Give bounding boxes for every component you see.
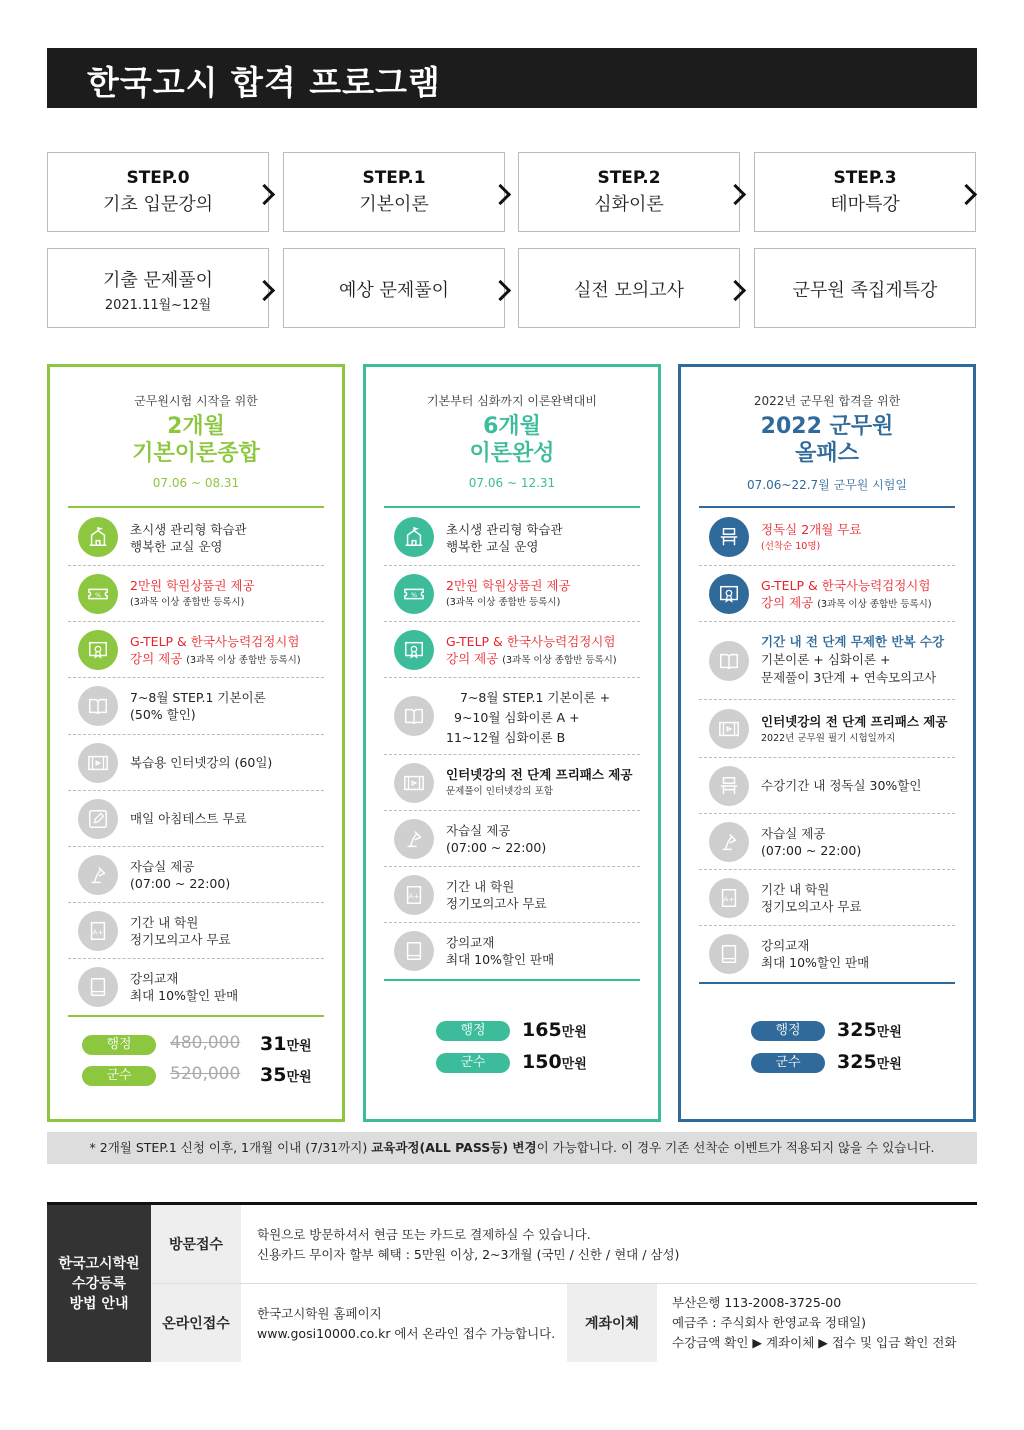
price-tag: 행정 (82, 1035, 156, 1055)
title-bar (47, 48, 977, 108)
benefit-text: 강의 제공 (446, 651, 499, 666)
benefit-item (699, 622, 955, 700)
benefit-text: (07:00 ~ 22:00) (130, 876, 231, 891)
step-special (754, 248, 976, 328)
benefit-text: 기간 내 학원 (130, 915, 199, 930)
benefit-text: 2만원 학원상품권 제공 (446, 578, 571, 593)
book-icon (394, 696, 434, 736)
registration-label (47, 1205, 151, 1362)
benefit-item (384, 509, 640, 566)
benefit-text: 자습실 제공 (761, 826, 826, 841)
benefit-item (699, 700, 955, 758)
benefit-note: (3과목 이상 종합반 등록시) (502, 655, 617, 666)
benefit-text: G-TELP & 한국사능력검정시험 (761, 578, 931, 593)
original-price: 480,000 (170, 1033, 241, 1053)
benefit-text: (50% 할인) (130, 707, 196, 722)
benefit-text: (07:00 ~ 22:00) (761, 843, 862, 858)
sale-price-value: 325 (837, 1019, 877, 1041)
course-title-line1: 6개월 (483, 414, 541, 439)
online-text: 한국고시학원 홈페이지 (257, 1306, 382, 1321)
benefit-text: G-TELP & 한국사능력검정시험 (130, 634, 300, 649)
step-2 (518, 152, 740, 232)
textbook-icon (78, 967, 118, 1007)
bank-steps: 수강금액 확인 ▶ 계좌이체 ▶ 접수 및 입금 확인 전화 (672, 1335, 957, 1350)
benefit-text: 정독실 2개월 무료 (761, 522, 862, 537)
benefit-item (699, 509, 955, 566)
benefit-text: 수강기간 내 정독실 30%할인 (761, 778, 922, 793)
notice-text: * 2개월 STEP.1 신청 이후, 1개월 이내 (7/31까지) (89, 1140, 372, 1155)
price-unit: 만원 (876, 1025, 902, 1040)
benefit-text: 최대 10%할인 판매 (130, 988, 239, 1003)
benefit-item (384, 755, 640, 811)
test-paper-icon (78, 911, 118, 951)
step-0 (47, 152, 269, 232)
step-label: 기본이론 (359, 194, 429, 215)
sale-price-value: 165 (522, 1019, 562, 1041)
step-date: 2021.11월~12월 (104, 297, 212, 313)
benefit-item (68, 847, 324, 903)
benefit-text: 초시생 관리형 학습관 (130, 522, 247, 537)
course-subtitle: 2022년 군무원 합격을 위한 (753, 394, 901, 408)
row-divider (151, 1283, 977, 1284)
book-icon (78, 686, 118, 726)
benefit-text: 초시생 관리형 학습관 (446, 522, 563, 537)
bank-account: 부산은행 113-2008-3725-00 (672, 1295, 842, 1310)
benefit-note: (3과목 이상 종합반 등록시) (817, 599, 932, 610)
registration-label-line: 방법 안내 (69, 1295, 129, 1312)
step-number: STEP.3 (833, 168, 897, 188)
benefit-item (68, 566, 324, 622)
test-paper-icon (394, 875, 434, 915)
benefit-text: 강의교재 (130, 971, 179, 986)
sale-price (837, 1051, 902, 1073)
price-tag: 군수 (436, 1053, 510, 1073)
course-title (681, 413, 973, 467)
benefit-text: 매일 아침테스트 무료 (130, 811, 247, 826)
benefit-note: (3과목 이상 종합반 등록시) (186, 655, 301, 666)
pencil-icon (78, 799, 118, 839)
price-row (366, 1053, 658, 1077)
course-card-2month (47, 364, 345, 1122)
benefit-item (384, 678, 640, 755)
step-label: 심화이론 (594, 194, 664, 215)
sale-price-value: 150 (522, 1051, 562, 1073)
benefit-item (68, 678, 324, 735)
textbook-icon (394, 931, 434, 971)
test-paper-icon (709, 878, 749, 918)
course-card-6month (363, 364, 661, 1122)
price-unit: 만원 (286, 1070, 312, 1085)
price-row (366, 1021, 658, 1045)
registration-label-line: 수강등록 (71, 1275, 127, 1292)
benefit-text: 행복한 교실 운영 (446, 539, 539, 554)
step-1 (283, 152, 505, 232)
benefit-text: 7~8월 STEP.1 기본이론 + (460, 690, 611, 705)
course-title-line2: 이론완성 (469, 441, 555, 466)
school-icon (78, 517, 118, 557)
video-icon (394, 763, 434, 803)
course-dates: 07.06~22.7월 군무원 시험일 (747, 478, 907, 492)
benefit-item (699, 566, 955, 622)
benefit-text: 기간 내 학원 (446, 879, 515, 894)
price-tag: 군수 (82, 1066, 156, 1086)
notice-text: 이 가능합니다. 이 경우 기존 선착순 이벤트가 적용되지 않을 수 있습니다. (536, 1140, 935, 1155)
course-card-allpass (678, 364, 976, 1122)
benefit-item (68, 959, 324, 1017)
benefit-text: 행복한 교실 운영 (130, 539, 223, 554)
benefit-item (68, 622, 324, 678)
benefit-text: 자습실 제공 (446, 823, 511, 838)
benefit-item (384, 867, 640, 923)
step-label: 기초 입문강의 (102, 194, 214, 215)
price-row (681, 1053, 973, 1077)
step-label: 테마특강 (830, 194, 900, 215)
price-tag: 행정 (436, 1021, 510, 1041)
online-body (257, 1304, 555, 1344)
book-icon (709, 641, 749, 681)
bank-body (672, 1293, 956, 1353)
benefit-note: (선착순 10명) (761, 541, 821, 552)
benefit-item (384, 811, 640, 867)
step-number: STEP.0 (126, 168, 190, 188)
video-icon (709, 709, 749, 749)
coupon-icon (394, 574, 434, 614)
video-icon (78, 743, 118, 783)
bank-holder: 예금주 : 주식회사 한영교육 정태일) (672, 1315, 867, 1330)
benefit-text: G-TELP & 한국사능력검정시험 (446, 634, 616, 649)
benefit-item (384, 622, 640, 678)
benefit-item (699, 758, 955, 814)
course-dates: 07.06 ~ 08.31 (152, 476, 240, 490)
benefit-text: 정기모의고사 무료 (761, 899, 862, 914)
step-label: 예상 문제풀이 (338, 280, 450, 301)
benefit-text: (07:00 ~ 22:00) (446, 840, 547, 855)
registration-table (47, 1202, 977, 1363)
notice-bar (47, 1132, 977, 1164)
coupon-icon (78, 574, 118, 614)
course-dates: 07.06 ~ 12.31 (468, 476, 556, 490)
benefit-text: 인터넷강의 전 단계 프리패스 제공 (761, 714, 948, 729)
benefit-text: 최대 10%할인 판매 (446, 952, 555, 967)
benefit-text: 최대 10%할인 판매 (761, 955, 870, 970)
benefit-text: 강의 제공 (130, 651, 183, 666)
sale-price-value: 35 (260, 1064, 287, 1086)
benefit-text: 강의 제공 (761, 595, 814, 610)
course-title-line1: 2022 군무원 (760, 414, 894, 439)
visit-header: 방문접수 (151, 1205, 241, 1283)
bank-header: 계좌이체 (567, 1284, 657, 1362)
step-mock (518, 248, 740, 328)
price-unit: 만원 (286, 1039, 312, 1054)
step-label: 군무원 족집게특강 (792, 280, 938, 301)
divider (68, 506, 324, 508)
benefit-text: 정기모의고사 무료 (130, 932, 231, 947)
lamp-icon (394, 819, 434, 859)
desk-icon (709, 517, 749, 557)
price-tag: 군수 (751, 1053, 825, 1073)
sale-price (837, 1019, 902, 1041)
benefit-note: (3과목 이상 종합반 등록시) (446, 597, 561, 608)
benefit-item (68, 735, 324, 791)
benefit-item (699, 814, 955, 870)
sale-price (260, 1033, 312, 1055)
sale-price (522, 1051, 587, 1073)
original-price: 520,000 (170, 1064, 241, 1084)
price-row (50, 1066, 342, 1090)
divider (384, 506, 640, 508)
price-row (50, 1035, 342, 1059)
course-title (366, 413, 658, 467)
lamp-icon (78, 855, 118, 895)
benefit-note: (3과목 이상 종합반 등록시) (130, 597, 245, 608)
divider (699, 506, 955, 508)
price-unit: 만원 (561, 1025, 587, 1040)
certificate-icon (394, 630, 434, 670)
benefit-note: 문제풀이 인터넷강의 포함 (446, 786, 553, 797)
benefit-text: 강의교재 (761, 938, 810, 953)
benefit-text: 기간 내 학원 (761, 882, 830, 897)
step-label: 기출 문제풀이 (102, 269, 214, 291)
benefit-text: 기간 내 전 단계 무제한 반복 수강 (761, 634, 945, 649)
benefit-text: 2만원 학원상품권 제공 (130, 578, 255, 593)
sale-price (260, 1064, 312, 1086)
course-title-line2: 기본이론종합 (132, 441, 260, 466)
price-unit: 만원 (561, 1057, 587, 1072)
step-number: STEP.2 (597, 168, 661, 188)
benefit-text: 강의교재 (446, 935, 495, 950)
benefit-item (699, 870, 955, 926)
price-row (681, 1021, 973, 1045)
sale-price-value: 31 (260, 1033, 287, 1055)
course-title-line2: 올패스 (795, 441, 859, 466)
registration-label-line: 한국고시학원 (58, 1255, 140, 1272)
notice-highlight: 교육과정(ALL PASS등) 변경 (371, 1140, 537, 1155)
page-title: 한국고시 합격 프로그램 (87, 63, 441, 102)
step-expected (283, 248, 505, 328)
lamp-icon (709, 822, 749, 862)
benefit-item (68, 903, 324, 959)
benefit-text: 11~12월 심화이론 B (446, 730, 566, 745)
desk-icon (709, 766, 749, 806)
step-number: STEP.1 (362, 168, 426, 188)
course-title-line1: 2개월 (167, 414, 225, 439)
online-header: 온라인접수 (151, 1284, 241, 1362)
benefit-text: 문제풀이 3단계 + 연속모의고사 (761, 670, 937, 685)
benefit-text: 정기모의고사 무료 (446, 896, 547, 911)
benefit-text: 9~10월 심화이론 A + (454, 710, 580, 725)
benefit-item (68, 509, 324, 566)
benefit-text: 기본이론 + 심화이론 + (761, 652, 891, 667)
certificate-icon (78, 630, 118, 670)
sale-price-value: 325 (837, 1051, 877, 1073)
visit-text: 신용카드 무이자 할부 혜택 : 5만원 이상, 2~3개월 (국민 / 신한 / 현대 / 삼성) (257, 1247, 680, 1262)
step-label: 실전 모의고사 (573, 280, 685, 301)
benefit-note: 2022년 군무원 필기 시험일까지 (761, 733, 896, 744)
textbook-icon (709, 934, 749, 974)
benefit-text: 인터넷강의 전 단계 프리패스 제공 (446, 767, 633, 782)
benefit-item (384, 923, 640, 981)
step-past-exams (47, 248, 269, 328)
course-subtitle: 군무원시험 시작을 위한 (134, 394, 258, 408)
course-title (50, 413, 342, 467)
visit-text: 학원으로 방문하셔서 현금 또는 카드로 결제하실 수 있습니다. (257, 1227, 591, 1242)
price-unit: 만원 (876, 1057, 902, 1072)
benefit-text: 7~8월 STEP.1 기본이론 (130, 690, 266, 705)
step-3 (754, 152, 976, 232)
course-subtitle: 기본부터 심화까지 이론완벽대비 (427, 394, 597, 408)
benefit-text: 복습용 인터넷강의 (60일) (130, 755, 273, 770)
benefit-item (384, 566, 640, 622)
visit-body (257, 1225, 679, 1265)
benefit-item (699, 926, 955, 984)
school-icon (394, 517, 434, 557)
online-text: www.gosi10000.co.kr 에서 온라인 접수 가능합니다. (257, 1326, 556, 1341)
certificate-icon (709, 574, 749, 614)
benefit-item (68, 791, 324, 847)
sale-price (522, 1019, 587, 1041)
price-tag: 행정 (751, 1021, 825, 1041)
benefit-text: 자습실 제공 (130, 859, 195, 874)
